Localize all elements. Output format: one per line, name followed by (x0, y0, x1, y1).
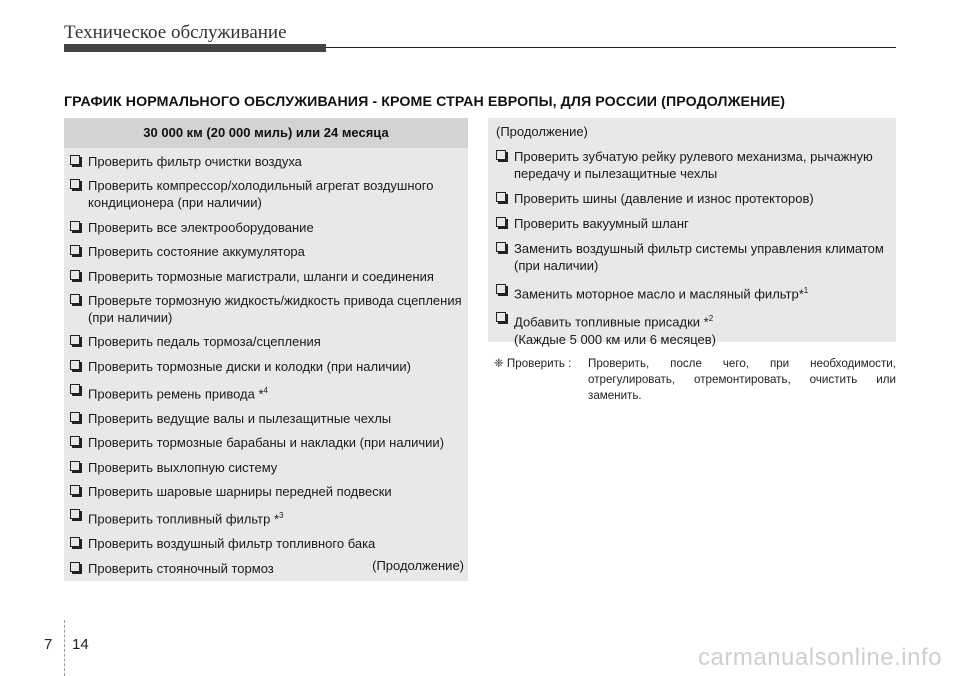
checklist-item (70, 507, 468, 527)
checklist-item-text: Проверить ведущие валы и пылезащитные чехлы (88, 410, 392, 426)
checklist-item (70, 535, 468, 552)
checklist-item-text: Проверить вакуумный шланг (514, 216, 689, 231)
footnote-marker: 1 (803, 286, 809, 295)
footnote-marker: 2 (708, 314, 714, 324)
checkbox-icon (496, 242, 506, 252)
checkbox-icon (70, 412, 80, 422)
checkbox-icon (496, 284, 506, 294)
checklist-item (70, 268, 468, 285)
checklist-item (70, 382, 468, 402)
checklist-item-text: Проверить стояночный тормоз (88, 560, 274, 576)
checklist-item-note: (Каждые 5 000 км или 6 месяцев) (514, 331, 717, 347)
checklist-item (70, 219, 468, 236)
right-items-list (496, 148, 896, 348)
checklist-item (496, 215, 896, 232)
checklist-item-text: Проверить тормозные барабаны и накладки (при наличии) (88, 435, 445, 451)
footnote-text: Проверить, после чего, при необходимости, отрегулировать, отремонтировать, очистить или заменить. (588, 357, 896, 402)
checkbox-icon (496, 150, 506, 160)
checklist-item (496, 148, 896, 182)
continued-label: (Продолжение) (496, 124, 588, 139)
watermark: carmanualsonline.info (698, 644, 942, 671)
checklist-item-text: Проверить шины (давление и износ протекторов) (514, 191, 814, 206)
checklist-item-text: Проверить компрессор/холодильный агрегат воздушного кондиционера (при наличии) (88, 178, 434, 211)
checkbox-icon (496, 312, 506, 322)
checklist-item-text: Проверить педаль тормоза/сцепления (88, 334, 321, 350)
left-items-list (64, 148, 468, 577)
checkbox-icon (496, 192, 506, 202)
checklist-item-text: Заменить воздушный фильтр системы управления климатом (при наличии) (514, 241, 884, 273)
checklist-item-text: Добавить топливные присадки * (514, 314, 709, 330)
right-schedule-panel (488, 118, 896, 347)
checkbox-icon (70, 360, 80, 370)
checkbox-icon (70, 221, 80, 231)
checkbox-icon (70, 179, 80, 189)
checklist-item (496, 310, 896, 347)
checklist-item (496, 240, 896, 274)
checkbox-icon (70, 335, 80, 345)
interval-heading: 30 000 км (20 000 миль) или 24 месяца (64, 118, 468, 148)
section-title: Техническое обслуживание (64, 22, 287, 43)
checkbox-icon (70, 509, 80, 519)
checklist-item (70, 243, 468, 260)
page-number: 14 (72, 636, 89, 653)
checkbox-icon (70, 155, 80, 165)
continued-label: (Продолжение) (372, 558, 464, 573)
checklist-item (496, 282, 896, 302)
checkbox-icon (496, 217, 506, 227)
checkbox-icon (70, 245, 80, 255)
footnote (494, 356, 896, 404)
checklist-item (70, 459, 468, 476)
checkbox-icon (70, 384, 80, 394)
checklist-item-text: Заменить моторное масло и масляный фильтр* (514, 286, 804, 302)
checklist-item-text: Проверить топливный фильтр * (88, 511, 280, 527)
checklist-item-text: Проверить зубчатую рейку рулевого механизма, рычажную передачу и пылезащитные чехлы (514, 149, 873, 181)
checklist-item-text: Проверить тормозные магистрали, шланги и соединения (88, 268, 434, 284)
footnote-marker: 3 (279, 511, 284, 521)
left-schedule-panel (64, 118, 468, 581)
checkbox-icon (70, 461, 80, 471)
checklist-item-text: Проверить тормозные диски и колодки (при наличии) (88, 358, 411, 374)
footnote-marker: 4 (263, 386, 268, 396)
chapter-number: 7 (44, 636, 53, 653)
checkbox-icon (70, 485, 80, 495)
checklist-item-text: Проверить шаровые шарниры передней подвески (88, 484, 392, 500)
checklist-item-text: Проверить выхлопную систему (88, 459, 278, 475)
page-divider (64, 620, 65, 676)
checklist-item-text: Проверить состояние аккумулятора (88, 244, 305, 260)
checklist-item-text: Проверить ремень привода * (88, 386, 264, 402)
checklist-item-text: Проверить воздушный фильтр топливного бака (88, 536, 376, 552)
checklist-item-text: Проверить все электрооборудование (88, 219, 314, 235)
checklist-item-text: Проверить фильтр очистки воздуха (88, 154, 302, 169)
checkbox-icon (70, 562, 80, 572)
header-accent-bar (64, 44, 326, 52)
checklist-item (70, 410, 468, 427)
checklist-item-text: Проверьте тормозную жидкость/жидкость привода сцепления (при наличии) (88, 292, 462, 325)
page-title: ГРАФИК НОРМАЛЬНОГО ОБСЛУЖИВАНИЯ - КРОМЕ СТРАН ЕВРОПЫ, ДЛЯ РОССИИ (ПРОДОЛЖЕНИЕ) (64, 94, 786, 110)
checkbox-icon (70, 270, 80, 280)
checklist-item (70, 434, 468, 451)
checkbox-icon (70, 436, 80, 446)
checklist-item (70, 153, 468, 170)
checkbox-icon (70, 294, 80, 304)
checklist-item (70, 177, 468, 211)
checklist-item (70, 292, 468, 326)
checklist-item (70, 333, 468, 350)
checklist-item (70, 483, 468, 500)
checklist-item (496, 190, 896, 207)
checklist-item (70, 358, 468, 375)
checkbox-icon (70, 537, 80, 547)
footnote-label: ❈ Проверить : (494, 357, 572, 370)
